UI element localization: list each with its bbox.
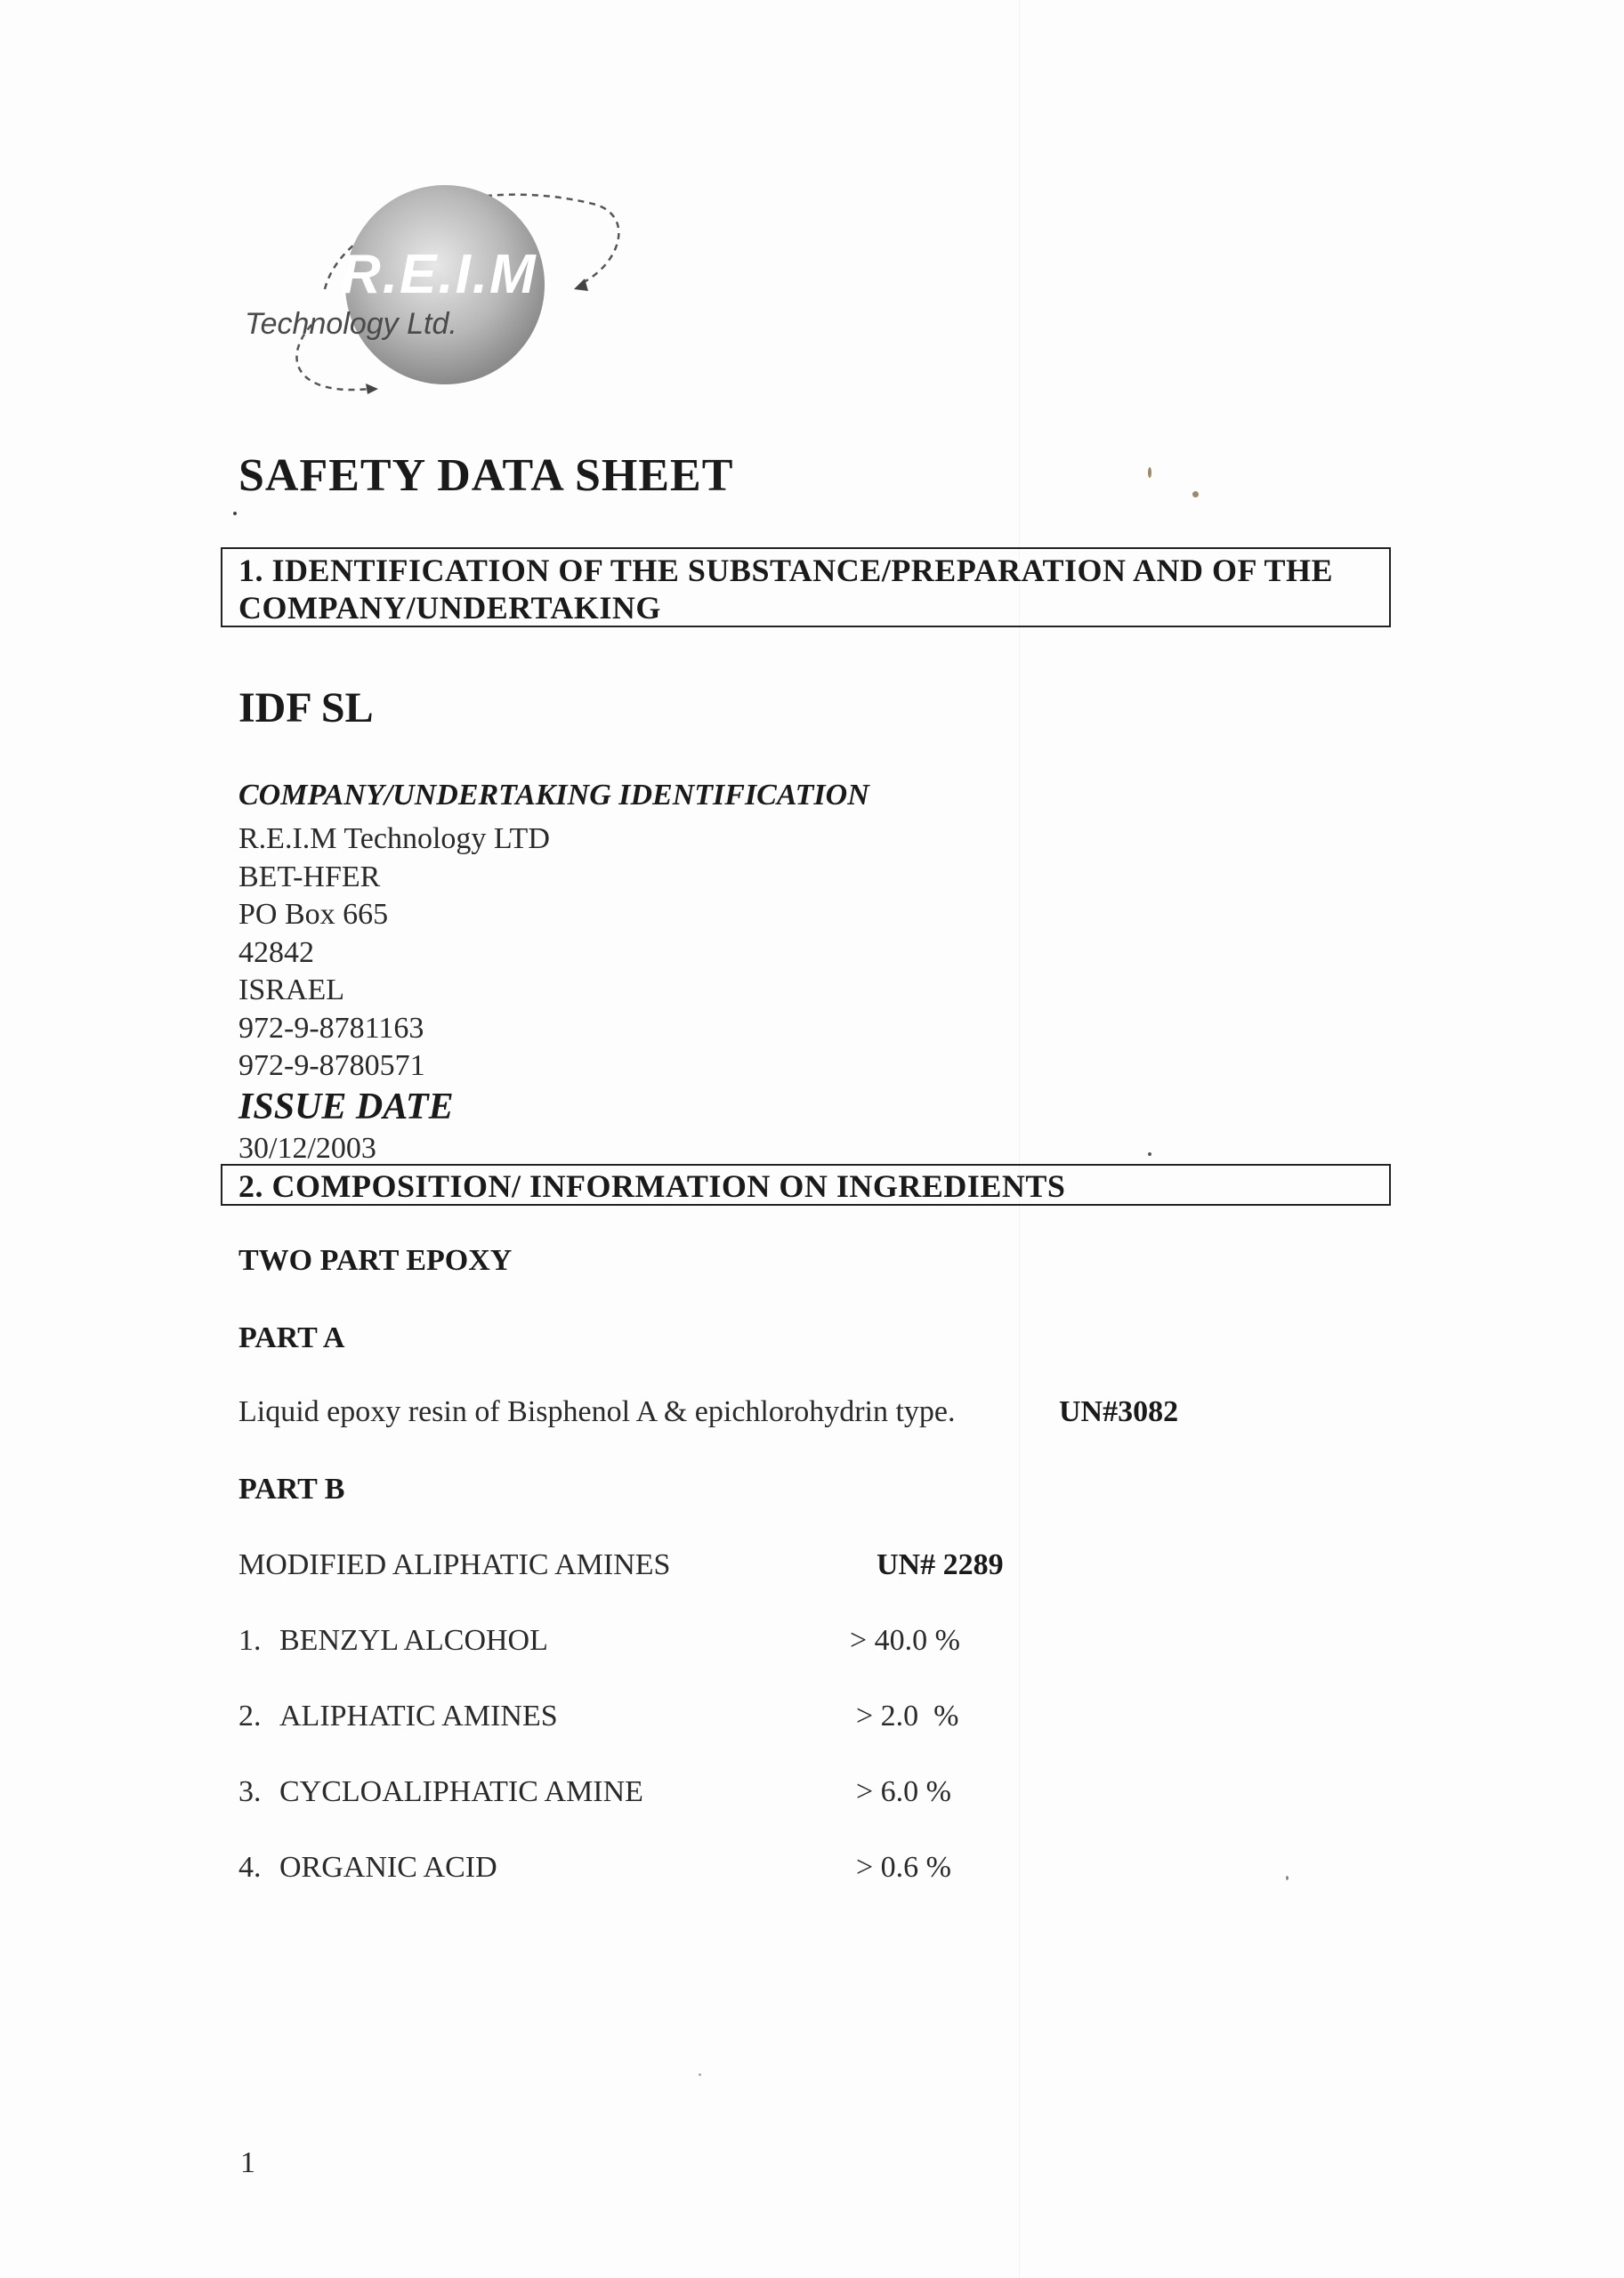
ingredient-percentage: > 0.6 % xyxy=(856,1851,951,1884)
ingredient-row xyxy=(238,1851,497,1885)
company-fax: 972-9-8780571 xyxy=(238,1049,425,1082)
ingredient-number: 1. xyxy=(238,1624,262,1657)
company-details xyxy=(238,820,550,1086)
ingredient-name: BENZYL ALCOHOL xyxy=(279,1624,548,1657)
section-1-line-2: COMPANY/UNDERTAKING xyxy=(238,590,661,626)
company-identification-heading: COMPANY/UNDERTAKING IDENTIFICATION xyxy=(238,779,869,812)
part-b-description: MODIFIED ALIPHATIC AMINES xyxy=(238,1548,671,1581)
scan-speck xyxy=(1148,467,1151,478)
composition-heading: TWO PART EPOXY xyxy=(238,1244,513,1277)
product-name: IDF SL xyxy=(238,684,374,731)
company-logo xyxy=(245,182,654,414)
scan-speck xyxy=(699,2073,701,2076)
section-2-header xyxy=(221,1164,1391,1206)
ingredient-number: 3. xyxy=(238,1775,262,1808)
issue-date-value: 30/12/2003 xyxy=(238,1132,376,1165)
ingredient-name: ORGANIC ACID xyxy=(279,1851,497,1884)
section-1-line-1: 1. IDENTIFICATION OF THE SUBSTANCE/PREPARATION AND OF THE xyxy=(238,553,1334,588)
part-b-label: PART B xyxy=(238,1473,345,1506)
logo-sub-text: Technology Ltd. xyxy=(245,307,457,341)
part-a-label: PART A xyxy=(238,1321,345,1354)
page-number: 1 xyxy=(240,2146,255,2179)
scan-fold-line xyxy=(1019,0,1020,2278)
company-po-box: PO Box 665 xyxy=(238,898,389,931)
ingredient-row xyxy=(238,1700,558,1733)
scan-speck xyxy=(1148,1152,1151,1156)
scan-speck xyxy=(1192,491,1199,497)
part-a-description: Liquid epoxy resin of Bisphenol A & epichlorohydrin type. xyxy=(238,1395,956,1428)
section-1-title xyxy=(238,552,1333,626)
scan-speck xyxy=(1286,1876,1289,1880)
ingredient-row xyxy=(238,1624,548,1658)
part-a-un-number: UN#3082 xyxy=(1059,1395,1179,1428)
ingredient-number: 2. xyxy=(238,1700,262,1733)
ingredient-percentage: > 2.0 % xyxy=(856,1700,959,1733)
company-postal-code: 42842 xyxy=(238,935,314,969)
ingredient-percentage: > 6.0 % xyxy=(856,1775,951,1808)
section-2-title: 2. COMPOSITION/ INFORMATION ON INGREDIENTS xyxy=(238,1168,1066,1204)
ingredient-name: ALIPHATIC AMINES xyxy=(279,1700,558,1733)
company-phone: 972-9-8781163 xyxy=(238,1011,424,1045)
ingredient-name: CYCLOALIPHATIC AMINE xyxy=(279,1775,643,1808)
part-b-un-number: UN# 2289 xyxy=(877,1548,1004,1581)
issue-date-heading: ISSUE DATE xyxy=(238,1086,454,1127)
document-title: SAFETY DATA SHEET xyxy=(238,450,734,501)
company-country: ISRAEL xyxy=(238,973,344,1006)
logo-main-text: R.E.I.M xyxy=(341,244,537,305)
company-name: R.E.I.M Technology LTD xyxy=(238,822,550,855)
ingredient-row xyxy=(238,1775,643,1809)
ingredient-percentage: > 40.0 % xyxy=(850,1624,960,1657)
scan-speck xyxy=(233,512,237,515)
section-1-header xyxy=(221,547,1391,627)
company-city: BET-HFER xyxy=(238,860,381,893)
ingredient-number: 4. xyxy=(238,1851,262,1884)
